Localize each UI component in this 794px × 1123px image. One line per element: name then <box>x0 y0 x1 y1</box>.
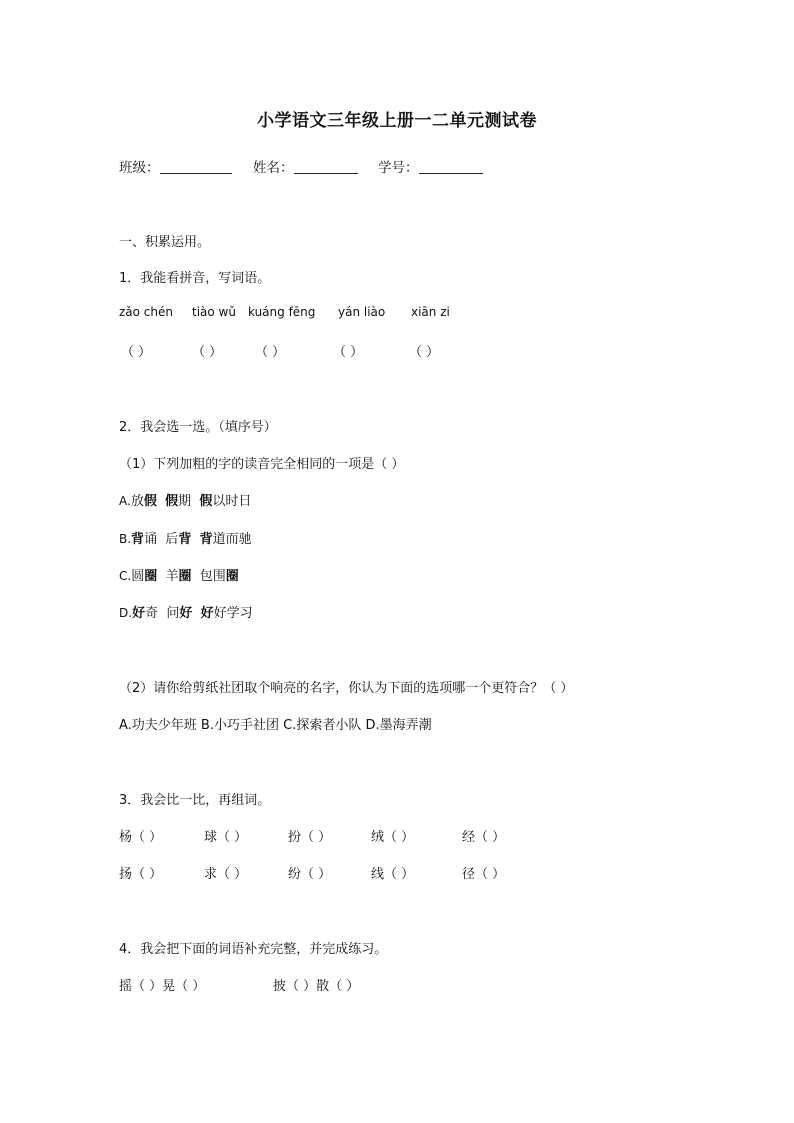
option-text: 以时日 <box>212 494 252 509</box>
option-text <box>157 494 165 509</box>
option-text: 圆 <box>131 569 145 584</box>
bold-character: 假 <box>165 494 179 509</box>
compare-item[interactable]: 经（ ） <box>462 830 506 845</box>
answer-blank-2[interactable]: （ ） <box>192 345 223 360</box>
option-letter: D. <box>119 606 133 620</box>
answer-blank-5[interactable]: （ ） <box>409 345 440 360</box>
option-text: 包围 <box>191 569 226 584</box>
question-3-prompt: 3．我会比一比，再组词。 <box>119 793 271 808</box>
question-2-prompt: 2．我会选一选。（填序号） <box>119 420 277 435</box>
compare-item[interactable]: 杨（ ） <box>119 830 163 845</box>
answer-blank-1[interactable]: （ ） <box>121 345 152 360</box>
bold-character: 好 <box>132 606 146 621</box>
option-d[interactable] <box>119 602 253 621</box>
option-text: 诵 后 <box>144 532 179 547</box>
question-4-prompt: 4．我会把下面的词语补充完整，并完成练习。 <box>119 942 388 957</box>
bold-character: 好 <box>200 606 214 621</box>
pinyin-5: xiān zi <box>411 305 450 319</box>
bold-character: 假 <box>143 494 157 509</box>
compare-item[interactable]: 线（ ） <box>371 867 415 882</box>
option-b[interactable] <box>119 528 252 547</box>
compare-item[interactable]: 径（ ） <box>462 867 506 882</box>
option-text: 放 <box>130 494 144 509</box>
bold-character: 好 <box>179 606 193 621</box>
page-title: 小学语文三年级上册一二单元测试卷 <box>257 111 537 131</box>
option-text: 好学习 <box>213 606 253 621</box>
name-blank[interactable] <box>294 159 358 174</box>
pinyin-3: kuáng fēng <box>248 305 316 319</box>
bold-character: 背 <box>131 532 145 547</box>
name-field <box>253 156 358 176</box>
compare-item[interactable]: 球（ ） <box>204 830 248 845</box>
number-label: 学号： <box>378 160 419 176</box>
answer-blank-3[interactable]: （ ） <box>255 345 286 360</box>
option-text: 道而驰 <box>212 532 252 547</box>
question-2-1-stem: （1）下列加粗的字的读音完全相同的一项是（ ） <box>119 457 405 472</box>
option-c[interactable] <box>119 565 239 584</box>
bold-character: 圈 <box>178 569 192 584</box>
option-text <box>191 532 199 547</box>
question-2-2-options[interactable]: A.功夫少年班 B.小巧手社团 C.探索者小队 D.墨海弄潮 <box>119 718 432 733</box>
compare-item[interactable]: 扬（ ） <box>119 867 163 882</box>
fill-word-item[interactable]: 摇（ ）晃（ ） <box>119 979 206 994</box>
bold-character: 圈 <box>225 569 239 584</box>
pinyin-1: zǎo chén <box>119 305 173 319</box>
pinyin-4: yán liào <box>338 305 386 319</box>
option-text: 期 <box>178 494 200 509</box>
class-blank[interactable] <box>160 159 232 174</box>
compare-item[interactable]: 纷（ ） <box>288 867 332 882</box>
bold-character: 背 <box>178 532 192 547</box>
option-a[interactable] <box>119 490 251 509</box>
pinyin-2: tiào wǔ <box>192 305 236 319</box>
number-field <box>378 156 483 176</box>
option-text: 奇 问 <box>145 606 180 621</box>
bold-character: 圈 <box>144 569 158 584</box>
number-blank[interactable] <box>419 159 483 174</box>
option-text: 羊 <box>157 569 179 584</box>
class-label: 班级： <box>119 160 160 176</box>
question-2-2-stem: （2）请你给剪纸社团取个响亮的名字，你认为下面的选项哪一个更符合？（ ） <box>119 681 574 696</box>
question-1-prompt: 1．我能看拼音，写词语。 <box>119 271 271 286</box>
compare-item[interactable]: 求（ ） <box>204 867 248 882</box>
name-label: 姓名： <box>253 160 294 176</box>
option-letter: A. <box>119 494 131 508</box>
option-text <box>192 606 200 621</box>
fill-word-item[interactable]: 披（ ）散（ ） <box>273 979 360 994</box>
answer-blank-4[interactable]: （ ） <box>333 345 364 360</box>
class-field <box>119 156 232 176</box>
bold-character: 假 <box>199 494 213 509</box>
section-heading: 一、积累运用。 <box>119 235 211 250</box>
option-letter: C. <box>119 569 132 583</box>
compare-item[interactable]: 绒（ ） <box>371 830 415 845</box>
compare-item[interactable]: 扮（ ） <box>288 830 332 845</box>
bold-character: 背 <box>199 532 213 547</box>
option-letter: B. <box>119 532 132 546</box>
